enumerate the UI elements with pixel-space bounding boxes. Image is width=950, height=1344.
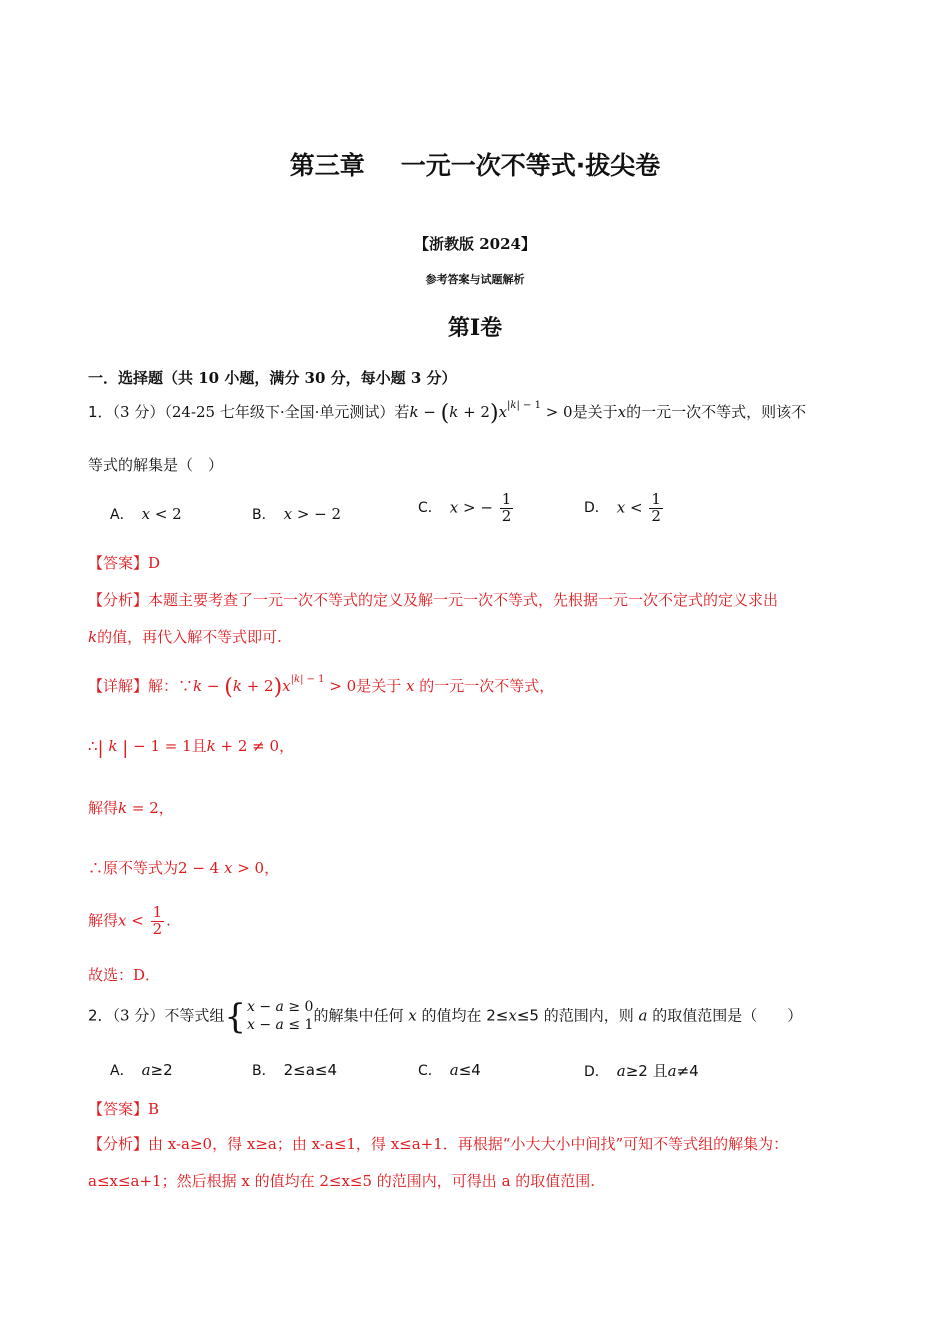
q1-inequality: $k - (k + 2)x^{|k| - 1} > 0$	[409, 400, 573, 426]
volume-heading: 第Ⅰ卷	[447, 315, 503, 341]
q1-option-c[interactable]: C． x > − $\frac{1}{2}$	[418, 490, 512, 525]
q2-answer: 【答案】B	[88, 1100, 160, 1118]
q1-step-1: ∴| k | − 1 = 1且k + 2 ≠ 0，	[88, 737, 295, 759]
section-heading: 一．选择题（共 10 小题，满分 30 分，每小题 3 分）	[88, 369, 457, 387]
chapter-label: 第三章	[289, 151, 365, 180]
q1-option-d[interactable]: D． x < $\frac{1}{2}$	[584, 490, 661, 525]
q1-analysis-line2: k的值，再代入解不等式即可.	[88, 628, 282, 646]
q1-step-4: 解得x < $\frac{1}{2}$ .	[88, 903, 171, 938]
q2-analysis-line2: a≤x≤a+1；然后根据 x 的值均在 2≤x≤5 的范围内，可得出 a 的取值范围.	[88, 1172, 596, 1190]
q2-option-b[interactable]: B． 2≤a≤4	[252, 1061, 338, 1079]
chapter-title: 一元一次不等式·拔尖卷	[400, 151, 661, 180]
q1-step-2: 解得k = 2，	[88, 799, 174, 817]
q1-answer: 【答案】D	[88, 554, 161, 572]
q2-inequality-system: { x − a ≥ 0 x − a ≤ 1	[224, 996, 314, 1037]
q2-option-a[interactable]: A． a≥2	[110, 1061, 173, 1079]
edition-label: 【浙教版 2024】	[414, 235, 536, 253]
question-1-stem: 1．（3 分）（24-25 七年级下·全国·单元测试）若$k - (k + 2)x^{|k| - 1} > 0$是关于x的一元一次不等式，则该不	[88, 400, 807, 426]
q1-option-b[interactable]: B． x > − 2	[252, 505, 342, 523]
question-2-stem: 2．（3 分）不等式组 { x − a ≥ 0 x − a ≤ 1 的解集中任何 x 的值均在 2≤x≤5 的范围内，则 a 的取值范围是（ ）	[88, 996, 803, 1037]
q1-option-a[interactable]: A． x < 2	[110, 505, 182, 523]
subtitle: 参考答案与试题解析	[425, 273, 525, 286]
q2-analysis: 【分析】由 x-a≥0，得 x≥a；由 x-a≤1，得 x≤a+1．再根据“小大大小中间找”可知不等式组的解集为：	[88, 1135, 789, 1153]
page-title	[0, 146, 950, 182]
q1-conclusion: 故选：D．	[88, 966, 161, 984]
q1-step-3: ∴原不等式为2 − 4 x > 0，	[88, 859, 280, 877]
q2-option-d[interactable]: D． a≥2 且a≠4	[584, 1062, 699, 1080]
question-1-stem-line2: 等式的解集是（ ）	[88, 456, 224, 474]
q1-detail: 【详解】解：∵k − $(k + 2)x^{|k| - 1} > 0$是关于 x 的一元一次不等式，	[88, 674, 555, 700]
q1-analysis: 【分析】本题主要考查了一元一次不等式的定义及解一元一次不等式，先根据一元一次不定式的定义求出	[88, 591, 779, 609]
q2-option-c[interactable]: C． a≤4	[418, 1061, 481, 1079]
